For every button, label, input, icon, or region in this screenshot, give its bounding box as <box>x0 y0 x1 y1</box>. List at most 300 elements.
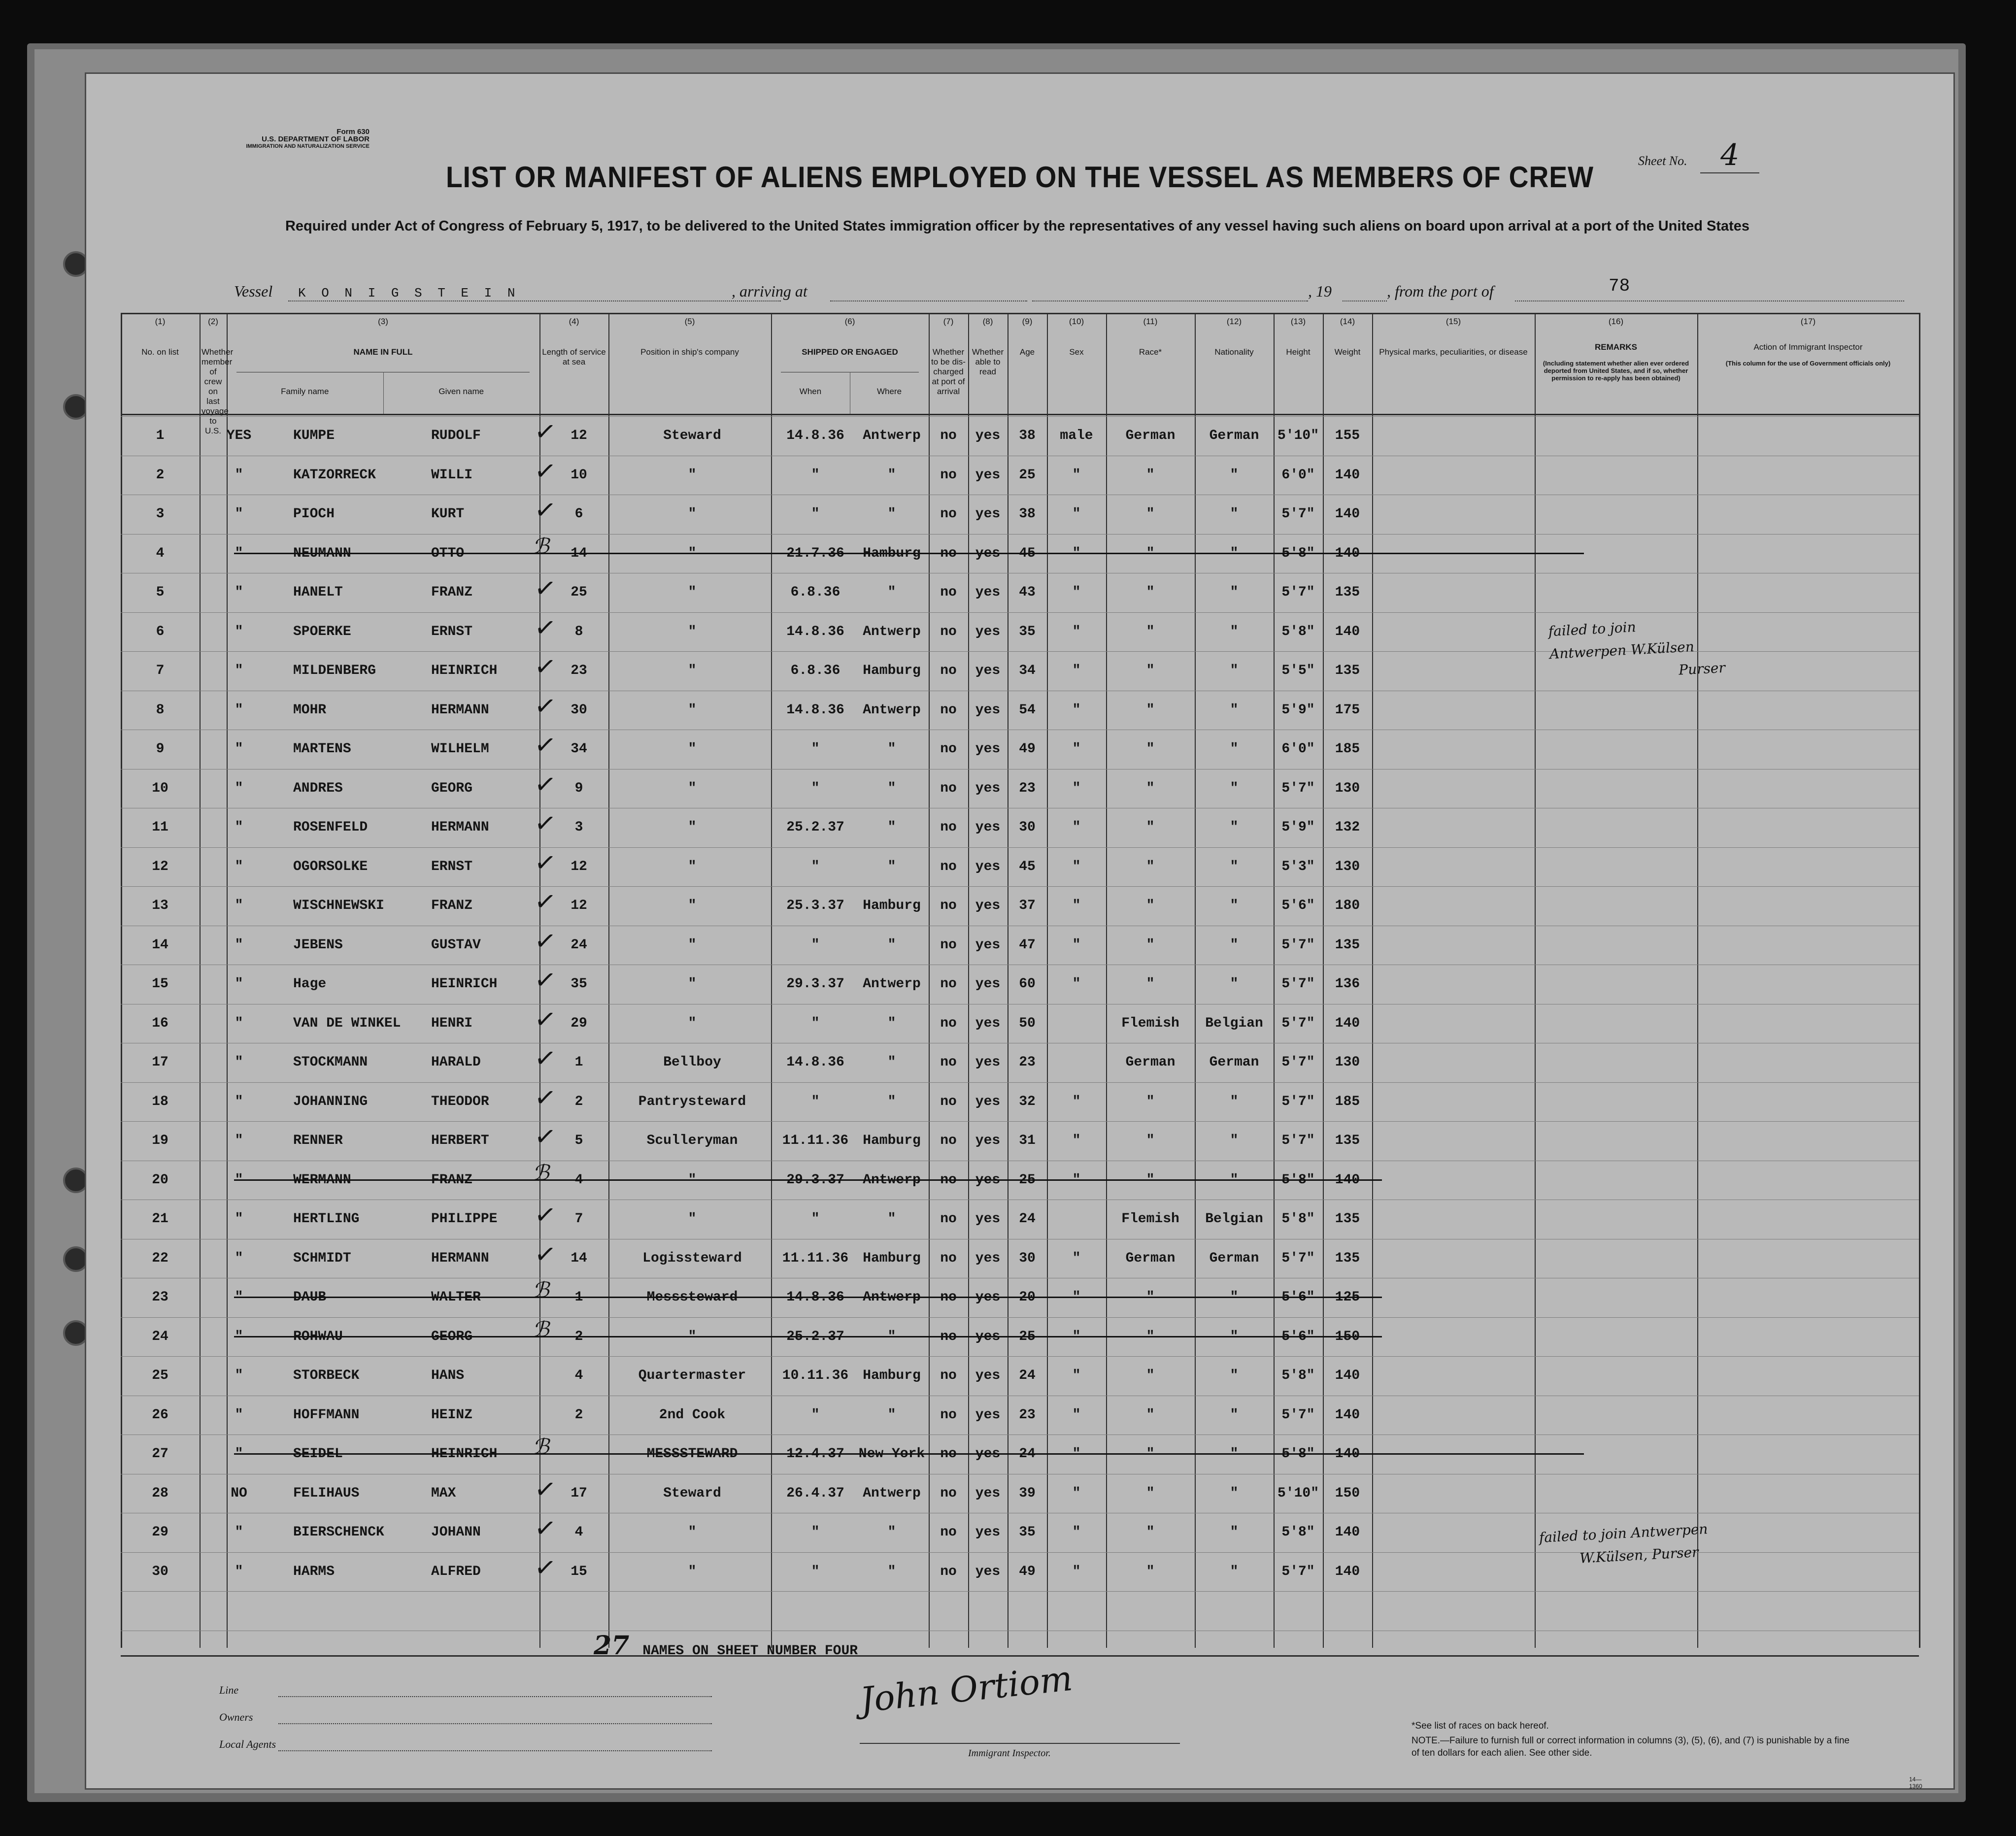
cell-race: " <box>1146 1407 1155 1423</box>
cell-given: HEINRICH <box>431 976 498 992</box>
cell-nat: German <box>1209 1055 1259 1070</box>
cell-sex: " <box>1072 1525 1081 1540</box>
column-header: REMARKS <box>1595 342 1637 352</box>
cell-where: Antwerp <box>863 1290 921 1305</box>
cell-nat: " <box>1230 663 1239 678</box>
cell-where: Antwerp <box>863 624 921 639</box>
cell-read: yes <box>975 937 1001 953</box>
cell-when: 6.8.36 <box>790 663 840 678</box>
column-number: (12) <box>1226 317 1242 326</box>
cell-when: 14.8.36 <box>786 624 844 639</box>
cell-prev: " <box>235 1250 243 1266</box>
cell-pos: " <box>688 1211 697 1227</box>
cell-ht: 5'7" <box>1281 937 1315 953</box>
date-underline <box>1032 300 1308 301</box>
cell-age: 30 <box>1019 820 1036 835</box>
cell-pos: " <box>688 585 697 600</box>
cell-prev: " <box>235 898 243 913</box>
cell-given: GEORG <box>431 780 473 796</box>
names-count: 27 <box>594 1631 630 1661</box>
column-number: (9) <box>1022 317 1033 326</box>
cell-no: 23 <box>152 1290 168 1305</box>
row-line <box>121 416 1919 417</box>
cell-wt: 135 <box>1335 1250 1360 1266</box>
cell-dis: no <box>940 1525 957 1540</box>
cell-dis: no <box>940 428 957 443</box>
cell-given: JOHANN <box>431 1525 481 1540</box>
cell-read: yes <box>975 820 1001 835</box>
column-header: Nationality <box>1214 347 1254 357</box>
cell-when: 29.3.37 <box>786 1172 844 1188</box>
cell-svc: 4 <box>574 1172 583 1188</box>
initials-mark: ℬ <box>532 1278 549 1303</box>
cell-dis: no <box>940 1329 957 1344</box>
cell-prev: " <box>235 663 243 678</box>
check-mark: ✓ <box>533 690 558 723</box>
cell-when: 21.7.36 <box>786 545 844 561</box>
line-label: Line <box>219 1684 239 1696</box>
table-row <box>121 455 1919 499</box>
punch-hole <box>63 251 89 277</box>
cell-wt: 140 <box>1335 1172 1360 1188</box>
check-mark: ✓ <box>533 1512 558 1545</box>
owners-label: Owners <box>219 1711 253 1723</box>
cell-svc: 15 <box>571 1564 587 1579</box>
cell-age: 24 <box>1019 1368 1036 1383</box>
cell-age: 25 <box>1019 1329 1036 1344</box>
cell-race: Flemish <box>1121 1015 1179 1031</box>
cell-sex: " <box>1072 937 1081 953</box>
cell-when: 25.2.37 <box>786 1329 844 1344</box>
check-mark: ✓ <box>533 1042 558 1075</box>
cell-family: ROSENFELD <box>293 820 368 835</box>
cell-when: 25.2.37 <box>786 820 844 835</box>
cell-where: Hamburg <box>863 545 921 561</box>
cell-prev: " <box>235 1564 243 1579</box>
column-number: (2) <box>208 317 218 326</box>
cell-svc: 35 <box>571 976 587 992</box>
cell-age: 31 <box>1019 1133 1036 1148</box>
column-line <box>1919 313 1920 1648</box>
check-mark: ✓ <box>533 611 558 644</box>
cell-dis: no <box>940 820 957 835</box>
initials-mark: ℬ <box>532 1317 549 1342</box>
cell-race: " <box>1146 1290 1155 1305</box>
cell-pos: Steward <box>663 1485 721 1501</box>
arriving-underline <box>830 300 1027 301</box>
cell-read: yes <box>975 702 1001 718</box>
cell-nat: " <box>1230 820 1239 835</box>
cell-read: yes <box>975 1564 1001 1579</box>
check-mark: ✓ <box>533 455 558 488</box>
cell-no: 13 <box>152 898 168 913</box>
cell-svc: 1 <box>574 1055 583 1070</box>
cell-svc: 2 <box>574 1094 583 1109</box>
cell-family: RENNER <box>293 1133 343 1148</box>
cell-read: yes <box>975 741 1001 757</box>
cell-family: MARTENS <box>293 741 351 757</box>
cell-race: " <box>1146 506 1155 522</box>
cell-no: 24 <box>152 1329 168 1344</box>
cell-age: 50 <box>1019 1015 1036 1031</box>
table-row <box>121 1160 1919 1204</box>
cell-family: MILDENBERG <box>293 663 376 678</box>
cell-when: " <box>811 1211 820 1227</box>
column-header: Whether able to read <box>972 347 1004 376</box>
cell-svc: 5 <box>574 1133 583 1148</box>
cell-family: HANELT <box>293 585 343 600</box>
cell-dis: no <box>940 741 957 757</box>
cell-given: HERBERT <box>431 1133 489 1148</box>
table-row <box>121 1081 1919 1126</box>
cell-dis: no <box>940 467 957 483</box>
agents-label: Local Agents <box>219 1738 276 1750</box>
cell-nat: " <box>1230 1172 1239 1188</box>
check-mark: ✓ <box>533 1551 558 1584</box>
cell-given: FRANZ <box>431 898 473 913</box>
cell-wt: 135 <box>1335 1133 1360 1148</box>
cell-race: " <box>1146 545 1155 561</box>
cell-svc: 12 <box>571 859 587 874</box>
cell-when: 10.11.36 <box>782 1368 849 1383</box>
cell-ht: 5'10" <box>1277 1485 1319 1501</box>
cell-pos: " <box>688 1015 697 1031</box>
table-row <box>121 846 1919 891</box>
cell-sex: " <box>1072 976 1081 992</box>
cell-svc: 12 <box>571 428 587 443</box>
cell-race: " <box>1146 898 1155 913</box>
cell-prev: " <box>235 859 243 874</box>
cell-read: yes <box>975 545 1001 561</box>
cell-family: HERTLING <box>293 1211 360 1227</box>
cell-when: 6.8.36 <box>790 585 840 600</box>
cell-pos: " <box>688 624 697 639</box>
cell-read: yes <box>975 1407 1001 1423</box>
cell-ht: 5'7" <box>1281 1407 1315 1423</box>
cell-pos: " <box>688 545 697 561</box>
cell-age: 35 <box>1019 1525 1036 1540</box>
from-port-label: , from the port of <box>1387 282 1494 300</box>
cell-where: Antwerp <box>863 428 921 443</box>
cell-age: 43 <box>1019 585 1036 600</box>
cell-sex: " <box>1072 585 1081 600</box>
cell-race: " <box>1146 467 1155 483</box>
cell-nat: Belgian <box>1205 1211 1263 1227</box>
cell-nat: " <box>1230 1329 1239 1344</box>
cell-prev: " <box>235 1133 243 1148</box>
cell-read: yes <box>975 467 1001 483</box>
cell-family: SCHMIDT <box>293 1250 351 1266</box>
cell-age: 49 <box>1019 1564 1036 1579</box>
cell-no: 22 <box>152 1250 168 1266</box>
cell-svc: 17 <box>571 1485 587 1501</box>
cell-dis: no <box>940 624 957 639</box>
cell-sex: " <box>1072 1172 1081 1188</box>
cell-given: KURT <box>431 506 465 522</box>
cell-read: yes <box>975 1290 1001 1305</box>
cell-where: " <box>887 937 896 953</box>
check-mark: ✓ <box>533 846 558 879</box>
cell-age: 47 <box>1019 937 1036 953</box>
reference-number: 78 <box>1609 276 1630 296</box>
table-row <box>121 768 1919 812</box>
cell-age: 54 <box>1019 702 1036 718</box>
cell-read: yes <box>975 1485 1001 1501</box>
column-header: SHIPPED OR ENGAGED <box>802 347 898 357</box>
cell-pos: Pantrysteward <box>638 1094 746 1109</box>
cell-ht: 5'8" <box>1281 624 1315 639</box>
cell-sex: " <box>1072 1407 1081 1423</box>
cell-given: HENRI <box>431 1015 473 1031</box>
cell-dis: no <box>940 1055 957 1070</box>
cell-family: HOFFMANN <box>293 1407 360 1423</box>
cell-where: Hamburg <box>863 1133 921 1148</box>
cell-given: HERMANN <box>431 820 489 835</box>
cell-age: 24 <box>1019 1211 1036 1227</box>
initials-mark: ℬ <box>532 534 549 559</box>
cell-dis: no <box>940 1133 957 1148</box>
table-row <box>121 964 1919 1008</box>
initials-mark: ℬ <box>532 1435 549 1460</box>
cell-prev: " <box>235 1329 243 1344</box>
cell-read: yes <box>975 1172 1001 1188</box>
cell-age: 45 <box>1019 545 1036 561</box>
cell-read: yes <box>975 1250 1001 1266</box>
cell-when: " <box>811 1564 820 1579</box>
cell-ht: 5'3" <box>1281 859 1315 874</box>
vessel-label: Vessel <box>234 282 273 300</box>
cell-wt: 175 <box>1335 702 1360 718</box>
cell-svc: 4 <box>574 1368 583 1383</box>
cell-where: Hamburg <box>863 1250 921 1266</box>
cell-prev: " <box>235 1015 243 1031</box>
cell-read: yes <box>975 1368 1001 1383</box>
cell-dis: no <box>940 1485 957 1501</box>
cell-svc: 8 <box>574 624 583 639</box>
cell-pos: Sculleryman <box>646 1133 738 1148</box>
cell-prev: " <box>235 1290 243 1305</box>
cell-age: 23 <box>1019 780 1036 796</box>
cell-no: 28 <box>152 1485 168 1501</box>
cell-given: WILLI <box>431 467 473 483</box>
table-row <box>121 1042 1919 1086</box>
check-mark: ✓ <box>533 768 558 801</box>
cell-dis: no <box>940 1015 957 1031</box>
column-subheader: When <box>799 387 822 396</box>
cell-ht: 5'10" <box>1277 428 1319 443</box>
form-code: 14—1360 <box>1909 1776 1922 1788</box>
agents-underline <box>278 1750 712 1751</box>
cell-nat: " <box>1230 1446 1239 1462</box>
cell-pos: " <box>688 741 697 757</box>
check-mark: ✓ <box>533 1238 558 1271</box>
cell-read: yes <box>975 1446 1001 1462</box>
cell-where: Hamburg <box>863 663 921 678</box>
cell-when: " <box>811 937 820 953</box>
cell-dis: no <box>940 506 957 522</box>
cell-prev: " <box>235 780 243 796</box>
cell-race: " <box>1146 1525 1155 1540</box>
cell-ht: 5'9" <box>1281 702 1315 718</box>
cell-ht: 5'7" <box>1281 1133 1315 1148</box>
cell-where: Hamburg <box>863 1368 921 1383</box>
form-number: Form 630 <box>336 128 370 136</box>
cell-race: " <box>1146 820 1155 835</box>
cell-when: 29.3.37 <box>786 976 844 992</box>
check-mark: ✓ <box>533 416 558 448</box>
table-row <box>121 886 1919 930</box>
cell-race: " <box>1146 1172 1155 1188</box>
cell-race: German <box>1125 1055 1176 1070</box>
strike-through-line <box>234 1179 1382 1181</box>
cell-given: HEINRICH <box>431 663 498 678</box>
cell-given: RUDOLF <box>431 428 481 443</box>
table-row <box>121 1473 1919 1517</box>
cell-given: MAX <box>431 1485 456 1501</box>
cell-dis: no <box>940 937 957 953</box>
cell-no: 18 <box>152 1094 168 1109</box>
punch-hole <box>63 1168 89 1193</box>
column-number: (5) <box>684 317 695 326</box>
cell-no: 16 <box>152 1015 168 1031</box>
cell-family: WERMANN <box>293 1172 351 1188</box>
cell-svc: 14 <box>571 545 587 561</box>
cell-prev: " <box>235 467 243 483</box>
cell-prev: " <box>235 545 243 561</box>
column-header: Whether member of crew on last voyage to U.S. <box>202 347 234 435</box>
cell-when: " <box>811 1094 820 1109</box>
inspector-label: Immigrant Inspector. <box>968 1748 1051 1759</box>
cell-given: THEODOR <box>431 1094 489 1109</box>
cell-race: " <box>1146 1094 1155 1109</box>
cell-nat: " <box>1230 937 1239 953</box>
cell-where: Antwerp <box>863 1485 921 1501</box>
cell-pos: " <box>688 820 697 835</box>
vessel-underline <box>288 300 781 301</box>
cell-wt: 185 <box>1335 1094 1360 1109</box>
cell-svc: 24 <box>571 937 587 953</box>
cell-given: ERNST <box>431 859 473 874</box>
cell-read: yes <box>975 1211 1001 1227</box>
cell-no: 9 <box>156 741 165 757</box>
cell-family: ROHWAU <box>293 1329 343 1344</box>
cell-prev: YES <box>226 428 252 443</box>
cell-given: HEINZ <box>431 1407 473 1423</box>
column-header: Physical marks, peculiarities, or disease <box>1379 347 1528 357</box>
cell-svc: 2 <box>574 1329 583 1344</box>
cell-race: " <box>1146 624 1155 639</box>
cell-sex: " <box>1072 1368 1081 1383</box>
cell-race: " <box>1146 1329 1155 1344</box>
cell-where: Antwerp <box>863 1172 921 1188</box>
cell-race: " <box>1146 1446 1155 1462</box>
cell-pos: " <box>688 506 697 522</box>
remark-row27: failed to join Antwerpen W.Külsen, Purser <box>1539 1521 1709 1567</box>
cell-no: 3 <box>156 506 165 522</box>
cell-wt: 140 <box>1335 1564 1360 1579</box>
cell-where: Antwerp <box>863 976 921 992</box>
cell-dis: no <box>940 1290 957 1305</box>
cell-prev: " <box>235 1368 243 1383</box>
page-title: LIST OR MANIFEST OF ALIENS EMPLOYED ON THE VESSEL AS MEMBERS OF CREW <box>445 161 1594 194</box>
cell-prev: " <box>235 585 243 600</box>
cell-no: 7 <box>156 663 165 678</box>
cell-nat: " <box>1230 1290 1239 1305</box>
cell-dis: no <box>940 780 957 796</box>
cell-no: 12 <box>152 859 168 874</box>
table-row <box>121 1435 1919 1478</box>
cell-wt: 140 <box>1335 1407 1360 1423</box>
cell-svc: 7 <box>574 1211 583 1227</box>
cell-wt: 135 <box>1335 937 1360 953</box>
column-header: NAME IN FULL <box>353 347 413 357</box>
cell-where: " <box>887 585 896 600</box>
initials-mark: ℬ <box>532 1160 549 1186</box>
cell-dis: no <box>940 1094 957 1109</box>
cell-nat: " <box>1230 1368 1239 1383</box>
cell-given: WILHELM <box>431 741 489 757</box>
cell-race: " <box>1146 702 1155 718</box>
cell-where: " <box>887 1055 896 1070</box>
cell-pos: Steward <box>663 428 721 443</box>
cell-nat: " <box>1230 976 1239 992</box>
cell-when: 25.3.37 <box>786 898 844 913</box>
table-row <box>121 1199 1919 1243</box>
column-number: (16) <box>1608 317 1624 326</box>
cell-read: yes <box>975 1133 1001 1148</box>
cell-no: 21 <box>152 1211 168 1227</box>
cell-given: FRANZ <box>431 1172 473 1188</box>
cell-where: " <box>887 1015 896 1031</box>
cell-wt: 130 <box>1335 780 1360 796</box>
check-mark: ✓ <box>533 729 558 762</box>
cell-family: MOHR <box>293 702 327 718</box>
cell-wt: 135 <box>1335 663 1360 678</box>
cell-prev: " <box>235 506 243 522</box>
cell-age: 30 <box>1019 1250 1036 1266</box>
cell-where: Antwerp <box>863 702 921 718</box>
cell-where: " <box>887 1407 896 1423</box>
cell-pos: " <box>688 859 697 874</box>
cell-wt: 135 <box>1335 1211 1360 1227</box>
cell-wt: 140 <box>1335 1368 1360 1383</box>
cell-nat: " <box>1230 741 1239 757</box>
cell-when: 11.11.36 <box>782 1250 849 1266</box>
cell-read: yes <box>975 780 1001 796</box>
column-number: (8) <box>982 317 993 326</box>
column-subheader: Where <box>876 387 902 396</box>
sheet-value: 4 <box>1700 138 1759 173</box>
cell-race: German <box>1125 1250 1176 1266</box>
cell-ht: 5'7" <box>1281 1094 1315 1109</box>
cell-given: ALFRED <box>431 1564 481 1579</box>
cell-pos: Quartermaster <box>638 1368 746 1383</box>
column-number: (4) <box>569 317 579 326</box>
column-number: (10) <box>1069 317 1084 326</box>
strike-through-line <box>234 1336 1382 1337</box>
crew-table <box>121 313 1919 1648</box>
cell-read: yes <box>975 585 1001 600</box>
check-mark: ✓ <box>533 964 558 997</box>
cell-no: 10 <box>152 780 168 796</box>
form-service: IMMIGRATION AND NATURALIZATION SERVICE <box>246 143 370 149</box>
footer <box>121 1655 1922 1788</box>
cell-given: ERNST <box>431 624 473 639</box>
cell-family: DAUB <box>293 1290 327 1305</box>
column-header: Height <box>1286 347 1310 357</box>
cell-nat: " <box>1230 1525 1239 1540</box>
cell-wt: 140 <box>1335 467 1360 483</box>
